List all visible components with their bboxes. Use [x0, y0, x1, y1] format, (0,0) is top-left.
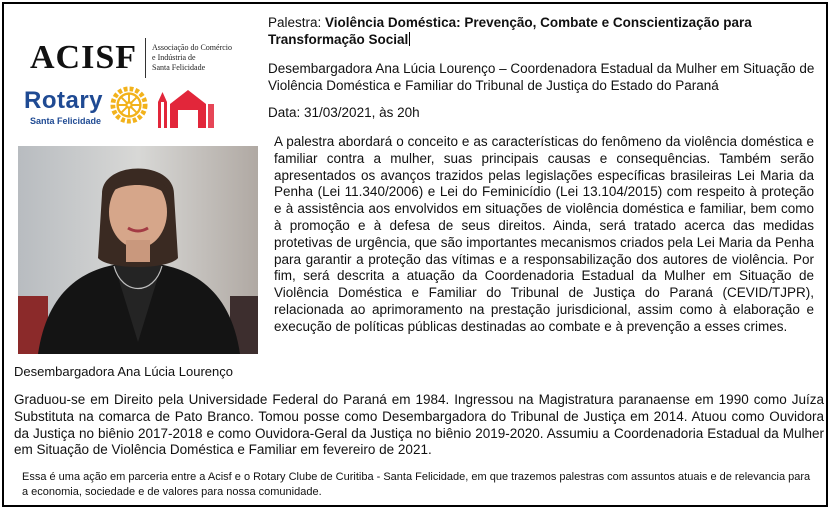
acisf-logo-subtitle [152, 43, 247, 73]
speaker-bio: Graduou-se em Direito pela Universidade Federal do Paraná em 1984. Ingressou na Magistratura paranaense em 1990 como Juíza Substituta na comarca de Pato Branco. Tomou posse como Desembargadora do Tribunal de Justiça em 2014. Atuou como Ouvidora da Justiça no biênio 2017-2018 e como Ouvidora-Geral da Justiça no biênio 2019-2020. Assumiu a Coordenadoria Estadual da Mulher em Situação de Violência Doméstica e Familiar em fevereiro de 2021. [14, 392, 824, 458]
photo-caption: Desembargadora Ana Lúcia Lourenço [14, 364, 233, 379]
speaker-portrait-image [18, 146, 258, 354]
text-cursor [409, 32, 410, 46]
rotary-logo [24, 86, 224, 134]
speaker-photo [18, 146, 258, 354]
santa-felicidade-house-icon [156, 88, 216, 128]
palestra-label: Palestra: [268, 15, 322, 30]
rotary-logo-subtitle: Santa Felicidade [30, 116, 102, 126]
acisf-logo-word: ACISF [30, 39, 138, 76]
partnership-footer: Essa é uma ação em parceria entre a Acisf e o Rotary Clube de Curitiba - Santa Felicidade, em que trazemos palestras com assuntos atuais e de relevancia para a economia, sociedade e de valores para nossa comunidade. [22, 471, 811, 498]
lecture-description: A palestra abordará o conceito e as características do fenômeno da violência doméstica e familiar contra a mulher, suas principais causas e consequências. Também serão apresentados os avanços trazidos pelas legislações específicas brasileiras Lei Maria da Penha (Lei 11.340/2006) e Lei do Feminicídio (Lei 13.104/2015) com respeito à proteção e à assistência aos envolvidos em situações de violência doméstica e familiar, bem como à promoção e à defesa de seus direitos. Ainda, será tratado acerca das medidas protetivas de urgência, que são importantes mecanismos criados pela Lei Maria da Penha para garantir a proteção das vítimas e a responsabilização dos autores de violência. Por fim, será descrita a atuação da Coordenadoria Estadual da Mulher em Situação de Violência Doméstica e Familiar do Tribunal de Justiça do Paraná (CEVID/TJPR), relacionada ao aprimoramento na prestação jurisdicional, assim como à elaboração e execução de políticas públicas destinadas ao combate e à prevenção a esses crimes. [274, 134, 814, 334]
rotary-wheel-icon [110, 86, 148, 124]
rotary-logo-word: Rotary [24, 87, 104, 114]
acisf-subtitle-line-1: Associação do Comércio [152, 43, 233, 52]
event-date: Data: 31/03/2021, às 20h [268, 105, 420, 120]
event-header [268, 14, 816, 121]
acisf-subtitle-line-2: e Indústria de [152, 53, 196, 62]
acisf-logo-divider [145, 38, 146, 78]
page-frame [2, 2, 828, 507]
acisf-logo [30, 38, 247, 78]
partner-logos [18, 24, 238, 134]
speaker-line: Desembargadora Ana Lúcia Lourenço – Coordenadora Estadual da Mulher em Situação de Violência Doméstica e Familiar do Tribunal de Justiça do Estado do Paraná [268, 61, 815, 93]
event-title [268, 14, 816, 48]
lecture-title: Violência Doméstica: Prevenção, Combate e Conscientização para Transformação Social [268, 15, 752, 47]
acisf-subtitle-line-3: Santa Felicidade [152, 63, 206, 72]
